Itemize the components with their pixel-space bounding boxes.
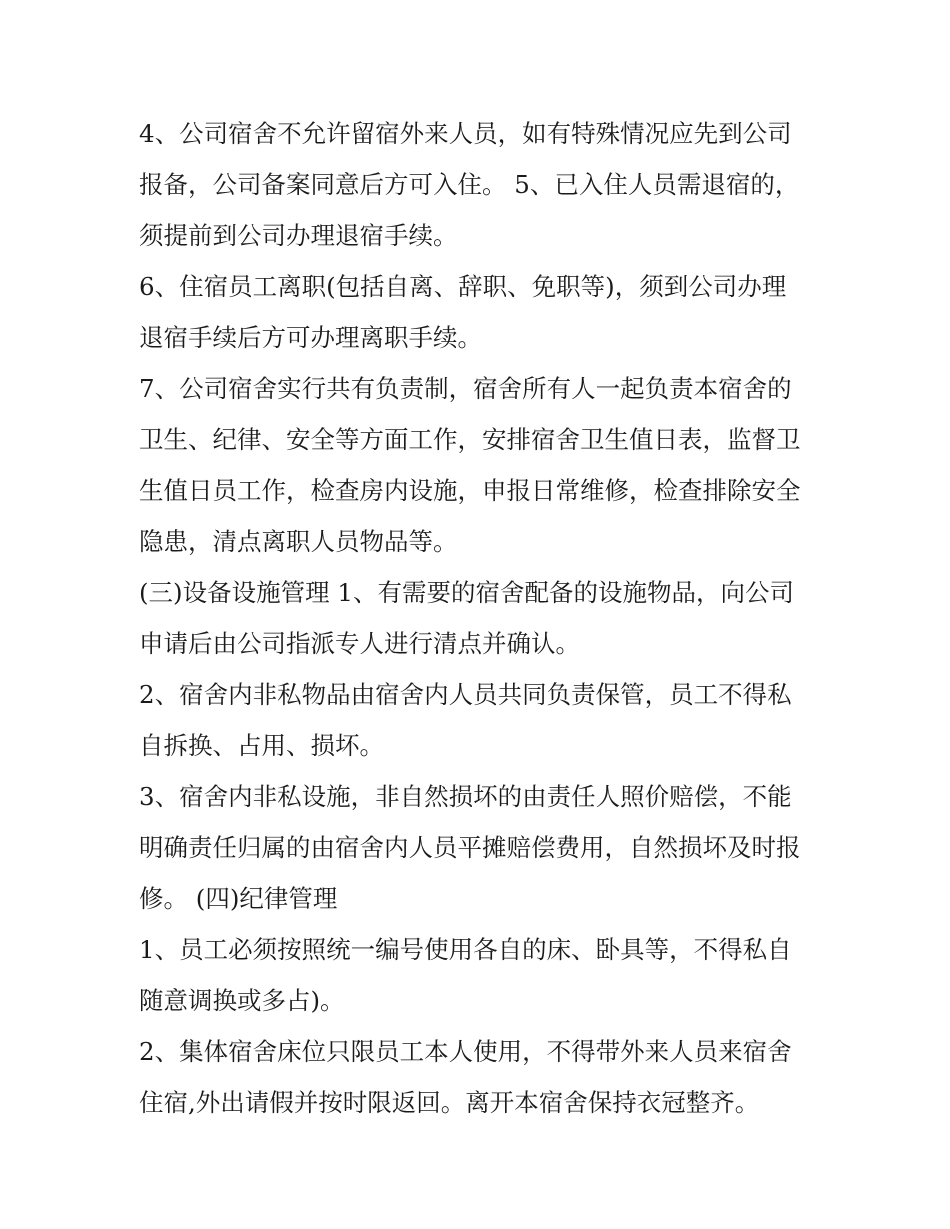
text-line: (三)设备设施管理 1、有需要的宿舍配备的设施物品，向公司 (139, 578, 794, 607)
text-line: 2、集体宿舍床位只限员工本人使用，不得带外来人员来宿舍 (139, 1037, 792, 1066)
text-line: 修。 (四)纪律管理 (139, 884, 338, 913)
text-line: 住宿,外出请假并按时限返回。离开本宿舍保持衣冠整齐。 (139, 1088, 760, 1117)
text-line: 2、宿舍内非私物品由宿舍内人员共同负责保管，员工不得私 (139, 680, 792, 709)
text-line: 卫生、纪律、安全等方面工作，安排宿舍卫生值日表，监督卫 (139, 425, 801, 454)
text-line: 6、住宿员工离职(包括自离、辞职、免职等)，须到公司办理 (139, 272, 787, 301)
text-line: 须提前到公司办理退宿手续。 (139, 221, 458, 250)
text-line: 报备，公司备案同意后方可入住。 5、已入住人员需退宿的， (139, 170, 800, 199)
text-line: 3、宿舍内非私设施，非自然损坏的由责任人照价赔偿，不能 (139, 782, 792, 811)
text-line: 1、员工必须按照统一编号使用各自的床、卧具等，不得私自 (139, 935, 792, 964)
text-line: 明确责任归属的由宿舍内人员平摊赔偿费用，自然损坏及时报 (139, 833, 801, 862)
text-line: 申请后由公司指派专人进行清点并确认。 (139, 629, 580, 658)
text-line: 退宿手续后方可办理离职手续。 (139, 323, 482, 352)
document-body (139, 108, 819, 1128)
text-line: 7、公司宿舍实行共有负责制，宿舍所有人一起负责本宿舍的 (139, 374, 792, 403)
text-line: 生值日员工作，检查房内设施，申报日常维修，检查排除安全 (139, 476, 801, 505)
text-line: 4、公司宿舍不允许留宿外来人员，如有特殊情况应先到公司 (139, 119, 792, 148)
text-line: 随意调换或多占)。 (139, 986, 345, 1015)
text-line: 隐患，清点离职人员物品等。 (139, 527, 458, 556)
text-line: 自拆换、占用、损坏。 (139, 731, 384, 760)
